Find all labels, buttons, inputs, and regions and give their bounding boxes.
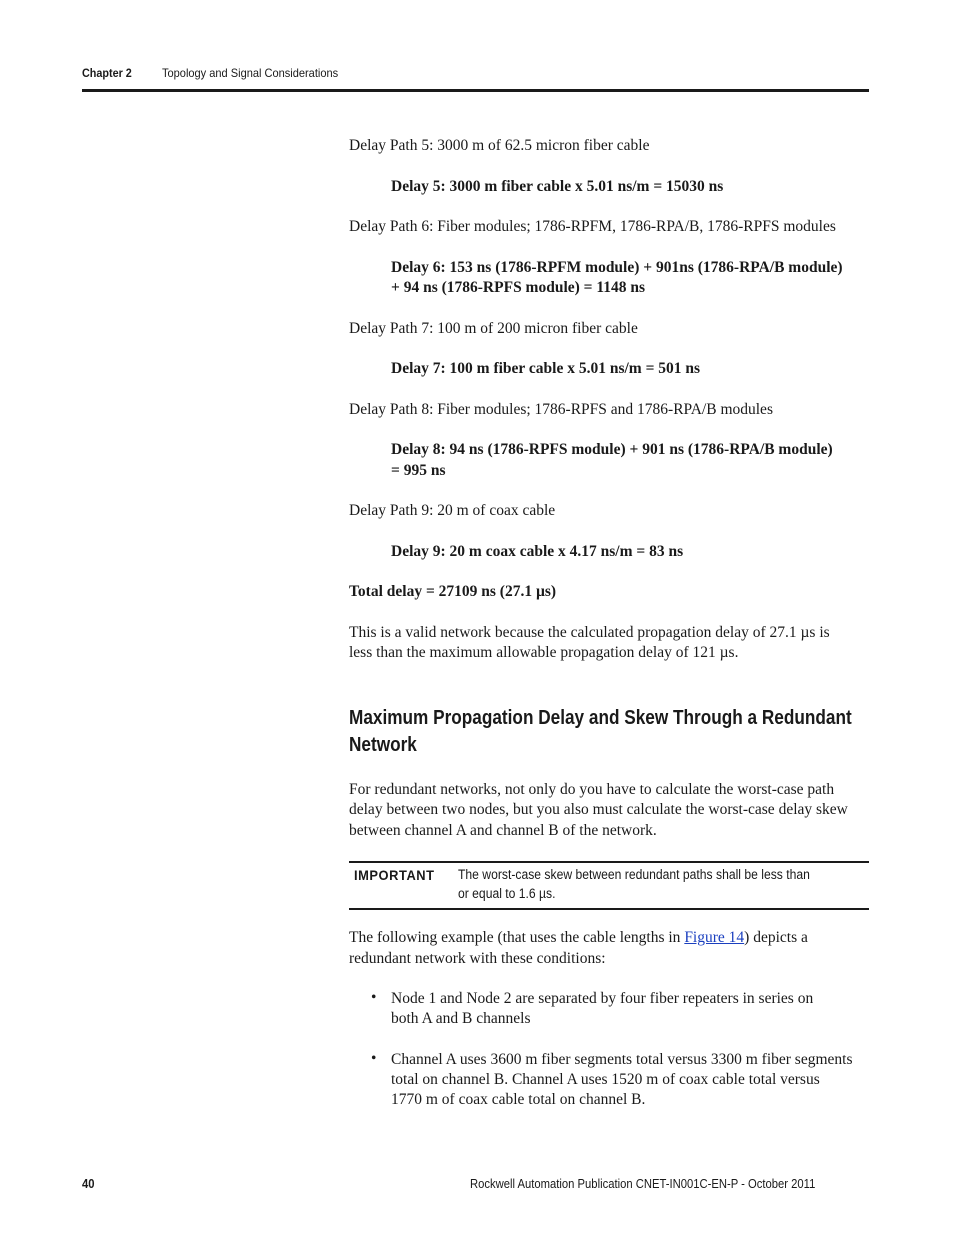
figure-14-link[interactable]: Figure 14 (684, 929, 745, 946)
delay-path-8: Delay Path 8: Fiber modules; 1786-RPFS and 1786-RPA/B modules (349, 401, 773, 418)
redundant-line1: For redundant networks, not only do you have to calculate the worst-case path (349, 781, 835, 798)
page-number: 40 (82, 1177, 95, 1191)
chapter-label: Chapter 2 (82, 66, 132, 80)
validity-line2: less than the maximum allowable propagation delay of 121 µs. (349, 644, 739, 661)
chapter-title: Topology and Signal Considerations (162, 66, 339, 80)
redundant-line2: delay between two nodes, but you also must calculate the worst-case delay skew (349, 801, 848, 818)
example-line1 (349, 928, 864, 949)
bullet-1-line2: both A and B channels (391, 1010, 531, 1027)
section-heading (349, 705, 865, 759)
example-line2: redundant network with these conditions: (349, 950, 606, 967)
important-top-rule (349, 861, 869, 863)
delay-path-5: Delay Path 5: 3000 m of 62.5 micron fiber cable (349, 137, 650, 154)
delay-6-formula-line2: + 94 ns (1786-RPFS module) = 1148 ns (391, 279, 646, 296)
bullet-2-line2: total on channel B. Channel A uses 1520 m of coax cable total versus (391, 1071, 820, 1088)
bullet-2-line1: Channel A uses 3600 m fiber segments total versus 3300 m fiber segments (391, 1051, 853, 1068)
important-text (458, 865, 854, 903)
section-heading-line2: Network (349, 734, 417, 756)
important-text-line2: or equal to 1.6 µs. (458, 886, 556, 901)
redundant-line3: between channel A and channel B of the network. (349, 822, 657, 839)
delay-6-formula-line1: Delay 6: 153 ns (1786-RPFM module) + 901ns (1786-RPA/B module) (391, 259, 843, 276)
section-heading-line1: Maximum Propagation Delay and Skew Through a Redundant (349, 707, 852, 729)
bullet-marker: • (371, 989, 377, 1006)
delay-7-formula: Delay 7: 100 m fiber cable x 5.01 ns/m = 501 ns (391, 360, 701, 377)
publication-info: Rockwell Automation Publication CNET-IN001C-EN-P - October 2011 (470, 1177, 816, 1191)
bullet-2-line3: 1770 m of coax cable total on channel B. (391, 1091, 646, 1108)
delay-path-7: Delay Path 7: 100 m of 200 micron fiber cable (349, 320, 638, 337)
total-delay: Total delay = 27109 ns (27.1 µs) (349, 583, 557, 600)
important-text-line1: The worst-case skew between redundant paths shall be less than (458, 867, 810, 882)
delay-path-6: Delay Path 6: Fiber modules; 1786-RPFM, 1786-RPA/B, 1786-RPFS modules (349, 218, 836, 235)
important-bottom-rule (349, 908, 869, 910)
delay-5-formula: Delay 5: 3000 m fiber cable x 5.01 ns/m = 15030 ns (391, 178, 724, 195)
delay-9-formula: Delay 9: 20 m coax cable x 4.17 ns/m = 83 ns (391, 543, 684, 560)
bullet-1-line1: Node 1 and Node 2 are separated by four fiber repeaters in series on (391, 990, 814, 1007)
bullet-marker: • (371, 1050, 377, 1067)
delay-path-9: Delay Path 9: 20 m of coax cable (349, 502, 556, 519)
delay-8-formula-line2: = 995 ns (391, 462, 446, 479)
important-label: IMPORTANT (354, 867, 435, 883)
example-text-before-link: The following example (that uses the cable lengths in (349, 929, 685, 946)
header-rule (82, 89, 869, 92)
example-text-after-link: ) depicts a (744, 929, 808, 946)
validity-line1: This is a valid network because the calculated propagation delay of 27.1 µs is (349, 624, 830, 641)
delay-8-formula-line1: Delay 8: 94 ns (1786-RPFS module) + 901 ns (1786-RPA/B module) (391, 441, 833, 458)
